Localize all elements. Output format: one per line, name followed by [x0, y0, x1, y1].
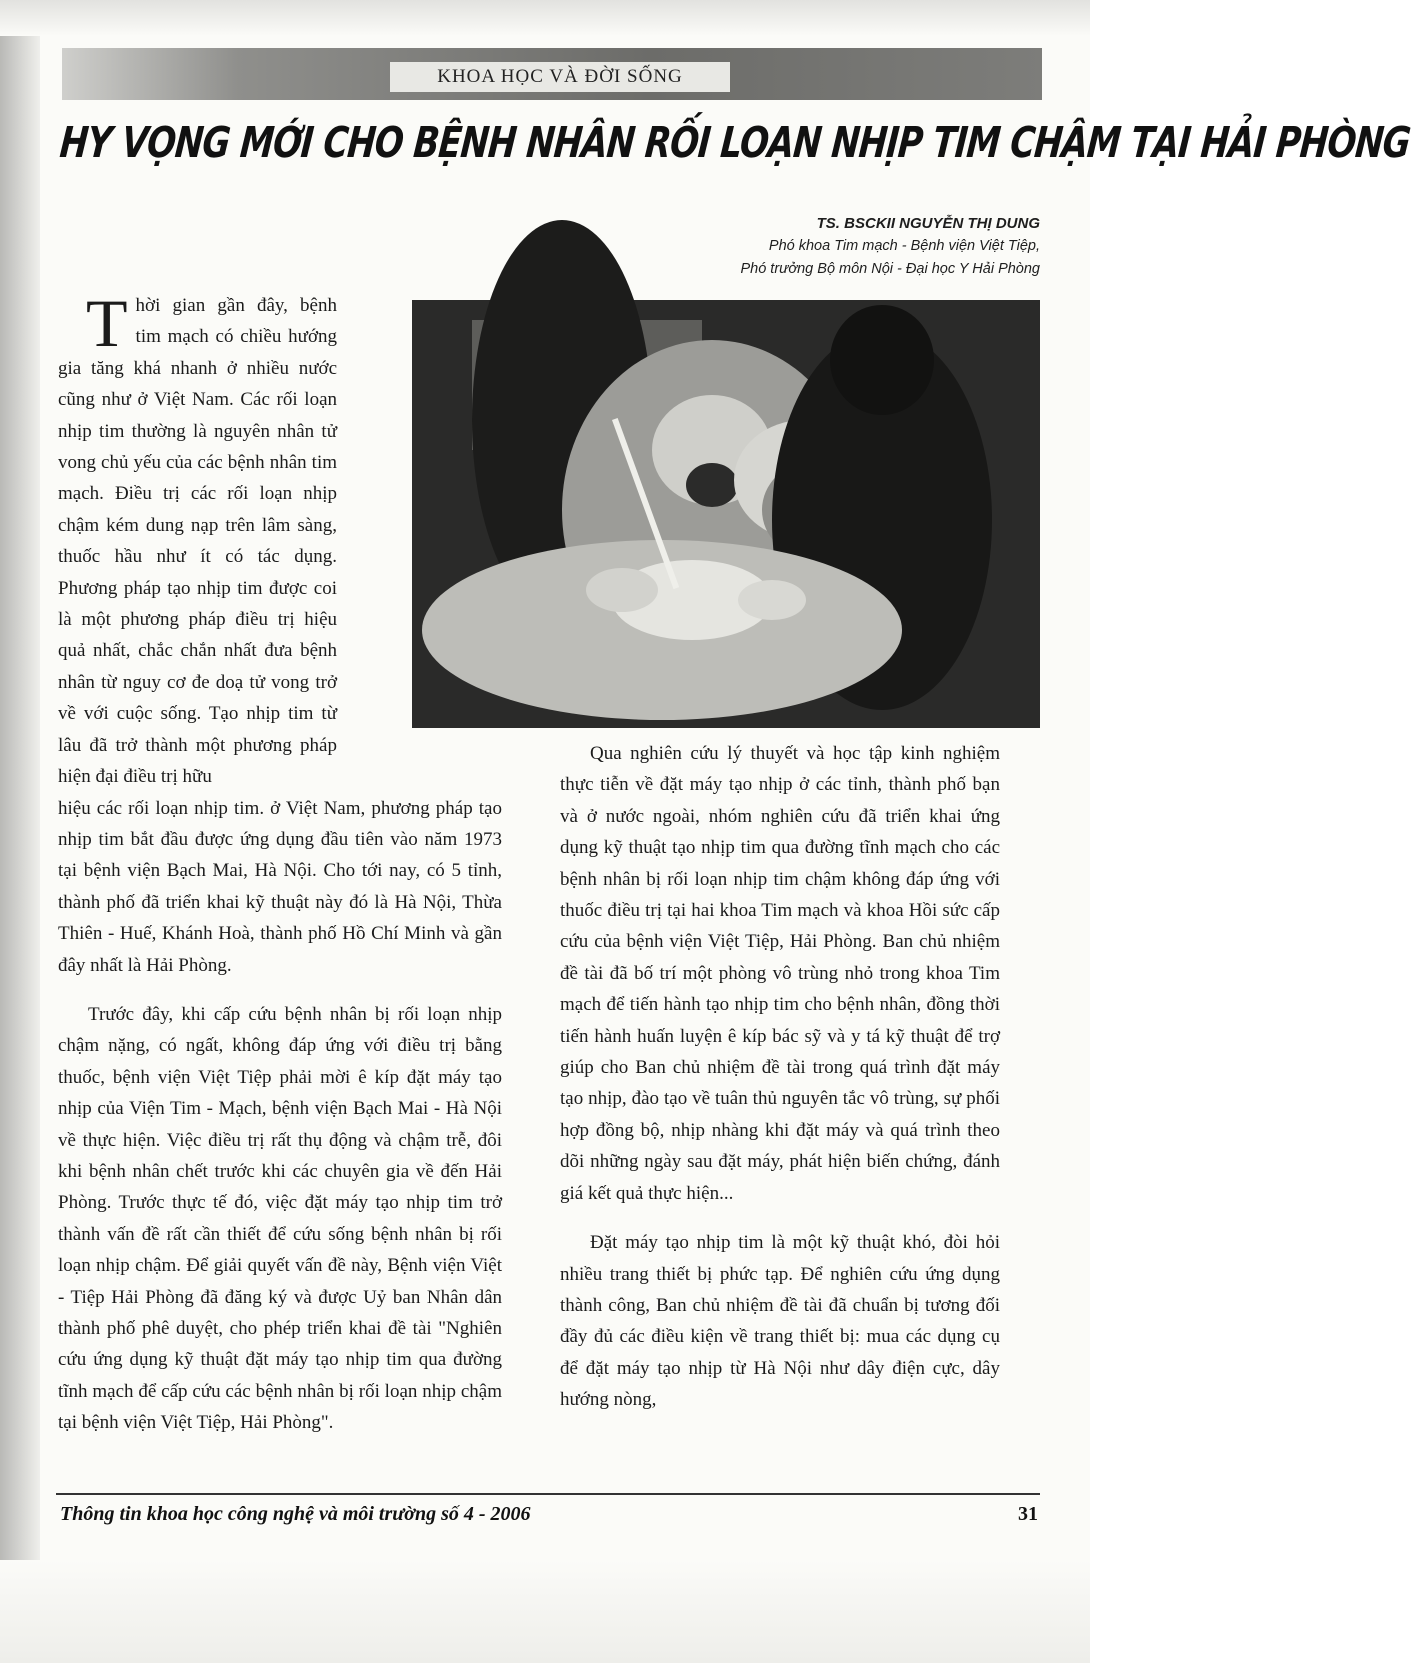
paragraph-research: Qua nghiên cứu lý thuyết và học tập kinh nghiệm thực tiễn về đặt máy tạo nhịp ở các tỉnh, thành phố bạn và ở nước ngoài, nhóm nghiên cứu đã triển khai ứng dụng kỹ thuật tạo nhịp tim qua đường tĩnh mạch cho các bệnh nhân bị rối loạn nhịp tim chậm không đáp ứng với thuốc điều trị tại hai khoa Tim mạch và khoa Hồi sức cấp cứu của bệnh viện Việt Tiệp, Hải Phòng. Ban chủ nhiệm đề tài đã bố trí một phòng vô trùng nhỏ trong khoa Tim mạch để tiến hành tạo nhịp tim cho bệnh nhân, đồng thời tiến hành huấn luyện ê kíp bác sỹ và y tá kỹ thuật để trợ giúp cho Ban chủ nhiệm đề tài trong quá trình đặt máy tạo nhịp, đào tạo về tuân thủ nguyên tắc vô trùng, sự phối hợp đồng bộ, nhịp nhàng khi đặt máy và quá trình theo dõi những ngày sau đặt máy, phát hiện biến chứng, đánh giá kết quả thực hiện...	[560, 743, 1000, 1204]
paragraph-intro-text: hời gian gần đây, bệnh tim mạch có chiều hướng gia tăng khá nhanh ở nhiều nước cũng như ở Việt Nam. Các rối loạn nhịp tim thường là nguyên nhân tử vong chủ yếu của các bệnh nhân tim mạch. Điều trị các rối loạn nhịp chậm kém dung nạp trên lâm sàng, thuốc hầu như ít có tác dụng. Phương pháp tạo nhịp tim được coi là một phương pháp điều trị hiệu quả nhất, chắc chắn nhất đưa bệnh nhân từ nguy cơ đe doạ tử vong trở về với cuộc sống. Tạo nhịp tim từ lâu đã trở thành một phương pháp hiện đại điều trị hữu	[58, 295, 337, 788]
scan-bottom-shadow	[0, 1560, 1090, 1663]
author-block	[620, 212, 1040, 281]
author-name: TS. BSCKII NGUYỄN THỊ DUNG	[816, 215, 1040, 232]
scan-edge-shadow	[0, 0, 40, 1663]
surgery-photo	[412, 300, 1040, 728]
right-column	[560, 738, 1000, 1416]
surgery-photo-illustration	[412, 300, 1040, 728]
author-role-1: Phó khoa Tim mạch - Bệnh viện Việt Tiệp,	[768, 238, 1040, 254]
scan-top-shadow	[0, 0, 1090, 36]
dropcap-letter: T	[86, 285, 128, 361]
paragraph-intro	[58, 285, 502, 793]
author-role-2: Phó trưởng Bộ môn Nội - Đại học Y Hải Phòng	[740, 261, 1040, 277]
paragraph-intro-continued: hiệu các rối loạn nhịp tim. ở Việt Nam, phương pháp tạo nhịp tim bắt đầu được ứng dụng đầu tiên vào năm 1973 tại bệnh viện Bạch Mai, Hà Nội. Cho tới nay, có 5 tỉnh, thành phố đã triển khai kỹ thuật này đó là Hà Nội, Thừa Thiên - Huế, Khánh Hoà, thành phố Hồ Chí Minh và gần đây nhất là Hải Phòng.	[58, 797, 502, 976]
article-headline: HY VỌNG MỚI CHO BỆNH NHÂN RỐI LOẠN NHỊP TIM CHẬM TẠI HẢI PHÒNG	[57, 118, 1412, 168]
publication-title: Thông tin khoa học công nghệ và môi trường số 4 - 2006	[60, 1503, 531, 1525]
left-column	[58, 285, 502, 1439]
section-label: KHOA HỌC VÀ ĐỜI SỐNG	[390, 62, 730, 92]
footer-rule	[56, 1493, 1040, 1495]
paragraph-equipment: Đặt máy tạo nhịp tim là một kỹ thuật khó, đòi hỏi nhiều trang thiết bị phức tạp. Để nghiên cứu ứng dụng thành công, Ban chủ nhiệm đề tài đã chuẩn bị tương đối đầy đủ các điều kiện về trang thiết bị: mua các dụng cụ để đặt máy tạo nhịp từ Hà Nội như dây điện cực, dây hướng nòng,	[560, 1232, 1000, 1411]
page-number: 31	[1018, 1503, 1038, 1525]
paragraph-background: Trước đây, khi cấp cứu bệnh nhân bị rối loạn nhịp chậm nặng, có ngất, không đáp ứng với điều trị bằng thuốc, bệnh viện Việt Tiệp phải mời ê kíp đặt máy tạo nhịp của Viện Tim - Mạch, bệnh viện Bạch Mai - Hà Nội về thực hiện. Việc điều trị rất thụ động và chậm trễ, đôi khi bệnh nhân chết trước khi các chuyên gia về đến Hải Phòng. Trước thực tế đó, việc đặt máy tạo nhịp tim trở thành vấn đề rất cần thiết để cứu sống bệnh nhân bị rối loạn nhịp chậm. Để giải quyết vấn đề này, Bệnh viện Việt - Tiệp Hải Phòng đã đăng ký và được Uỷ ban Nhân dân thành phố phê duyệt, cho phép triển khai đề tài "Nghiên cứu ứng dụng kỹ thuật đặt máy tạo nhịp tim qua đường tĩnh mạch để cấp cứu các bệnh nhân bị rối loạn nhịp chậm tại bệnh viện Việt Tiệp, Hải Phòng".	[58, 1003, 502, 1434]
